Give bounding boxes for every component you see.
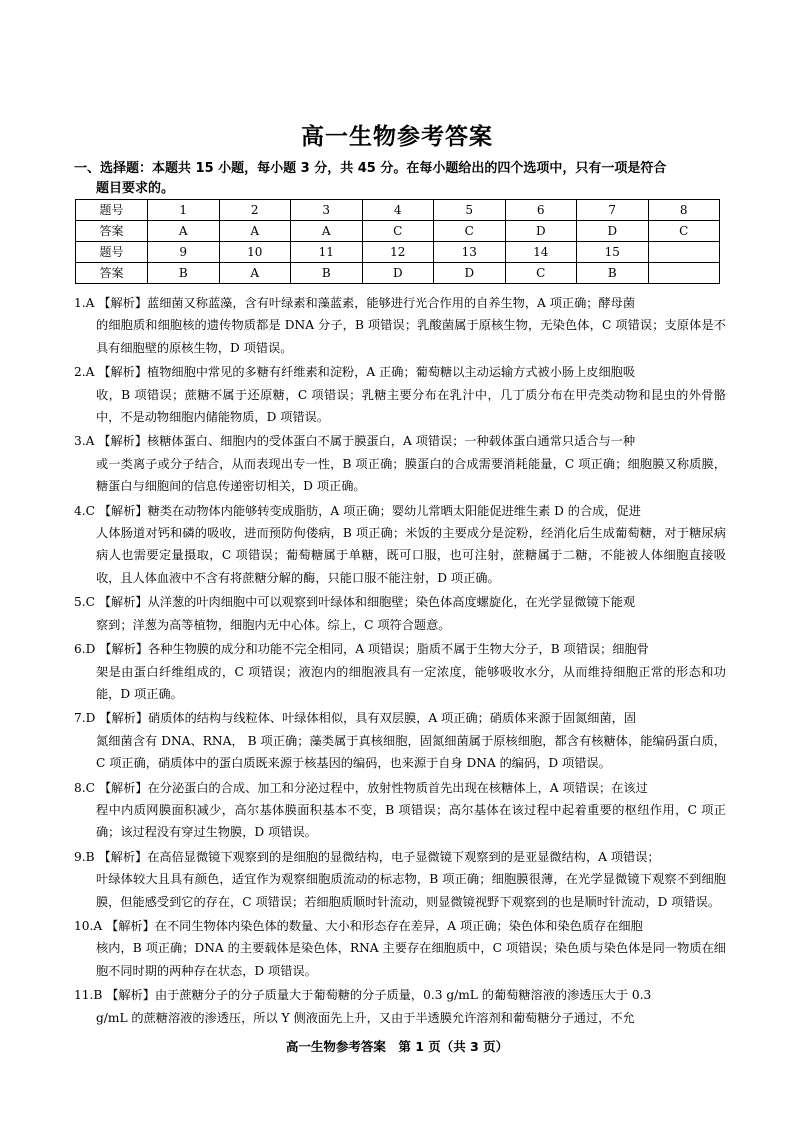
answer-table-cell: 8 [648, 200, 720, 221]
answer-table-cell: D [362, 263, 434, 284]
explanation-item [74, 915, 726, 982]
explanation-item [74, 500, 726, 590]
explanation-lead: 5.C 【解析】从洋葱的叶肉细胞中可以观察到叶绿体和细胞壁；染色体高度螺旋化，在光学显微镜下能观 [74, 595, 636, 610]
answer-table-cell: 3 [291, 200, 363, 221]
explanation-text: g/mL 的蔗糖溶液的渗透压，所以 Y 侧液面先上升，又由于半透膜允许溶剂和葡萄糖分子通过，不允 [96, 1010, 635, 1025]
explanation-text: 程中内质网膜面积减少，高尔基体膜面积基本不变，B 项错误；高尔基体在该过程中起着重要的枢纽作用，C 项正确；该过程没有穿过生物膜，D 项错误。 [96, 802, 726, 840]
answer-table-cell: 13 [434, 242, 506, 263]
explanation-item [74, 638, 726, 705]
answer-table-cell: C [434, 221, 506, 242]
explanation-text: 或一类离子或分子结合，从而表现出专一性，B 项正确；膜蛋白的合成需要消耗能量，C 项正确；细胞膜又称质膜，糖蛋白与细胞间的信息传递密切相关，D 项正确。 [96, 456, 726, 494]
answer-table-row [76, 200, 720, 221]
answer-table-row [76, 242, 720, 263]
explanation-text: 氮细菌含有 DNA、RNA， B 项正确；藻类属于真核细胞，固氮细菌属于原核细胞，都含有核糖体，能编码蛋白质，C 项正确，硝质体中的蛋白质既来源于核基因的编码，也来源于自身 DNA 的编码，D 项错误。 [96, 733, 726, 771]
answer-table-cell: B [148, 263, 220, 284]
explanation-lead: 11.B 【解析】由于蔗糖分子的分子质量大于葡萄糖的分子质量，0.3 g/mL 的葡萄糖溶液的渗透压大于 0.3 [74, 988, 652, 1003]
page-title: 高一生物参考答案 [301, 124, 493, 150]
explanation-item [74, 707, 726, 774]
explanation-lead: 2.A 【解析】植物细胞中常见的多糖有纤维素和淀粉，A 正确；葡萄糖以主动运输方式被小肠上皮细胞吸 [74, 365, 636, 380]
section-heading [74, 159, 724, 199]
explanation-lead: 7.D 【解析】硝质体的结构与线粒体、叶绿体相似，具有双层膜，A 项正确；硝质体来源于固氮细菌，固 [74, 711, 637, 726]
answer-table-cell: 11 [291, 242, 363, 263]
explanation-text: 架是由蛋白纤维组成的，C 项错误；液泡内的细胞液具有一定浓度，能够吸收水分，从而维持细胞正常的形态和功能，D 项正确。 [96, 664, 726, 701]
answer-table-cell: D [434, 263, 506, 284]
answer-table-cell: A [148, 221, 220, 242]
answer-table-cell: D [505, 221, 577, 242]
explanation-lead: 4.C 【解析】糖类在动物体内能够转变成脂肪，A 项正确；婴幼儿常晒太阳能促进维生素 D 的合成，促进 [74, 503, 641, 518]
explanation-item [74, 846, 726, 913]
explanation-text: 人体肠道对钙和磷的吸收，进而预防佝偻病，B 项正确；米饭的主要成分是淀粉，经消化后生成葡萄糖，对于糖尿病病人也需要定量摄取，C 项错误；葡萄糖属于单糖，既可口服，也可注射，蔗糖属于二糖，不能被人体细胞直接吸收，且人体血液中不含有将蔗糖分解的酶，只能口服不能注射，D 项正确。 [96, 526, 726, 585]
explanation-text: 核内，B 项正确；DNA 的主要载体是染色体，RNA 主要存在细胞质中，C 项错误；染色质与染色体是同一物质在细胞不同时期的两种存在状态，D 项错误。 [96, 941, 726, 978]
answer-table-cell [648, 242, 720, 263]
answer-table-cell [648, 263, 720, 284]
explanation-lead: 10.A 【解析】在不同生物体内染色体的数量、大小和形态存在差异，A 项正确；染色体和染色质存在细胞 [74, 918, 643, 933]
answer-table-cell: 7 [577, 200, 649, 221]
answer-table-cell: C [648, 221, 720, 242]
answer-table-row-header: 题号 [76, 242, 148, 263]
answer-table-cell: 2 [219, 200, 291, 221]
explanation-lead: 3.A 【解析】核糖体蛋白、细胞内的受体蛋白不属于膜蛋白，A 项错误；一种载体蛋白通常只适合与一种 [74, 434, 636, 449]
answer-table-cell: 10 [219, 242, 291, 263]
answer-table-cell: 1 [148, 200, 220, 221]
answer-table-cell: 4 [362, 200, 434, 221]
explanation-text: 叶绿体较大且具有颜色，适宜作为观察细胞质流动的标志物，B 项正确；细胞膜很薄，在光学显微镜下观察不到细胞膜，但能感受到它的存在，C 项错误；若细胞质顺时针流动，则显微镜视野下观察到的也是顺时针流动，D 项错误。 [96, 872, 726, 909]
explanation-list [74, 292, 726, 1031]
explanation-lead: 1.A 【解析】蓝细菌又称蓝藻，含有叶绿素和藻蓝素，能够进行光合作用的自养生物，A 项正确；酵母菌 [74, 296, 636, 310]
explanation-lead: 9.B 【解析】在高倍显微镜下观察到的是细胞的显微结构，电子显微镜下观察到的是亚显微结构，A 项错误； [74, 849, 660, 864]
explanation-text: 的细胞质和细胞核的遗传物质都是 DNA 分子，B 项错误；乳酸菌属于原核生物，无染色体，C 项错误；支原体是不具有细胞壁的原核生物，D 项错误。 [96, 318, 726, 355]
answer-table-cell: 5 [434, 200, 506, 221]
explanation-item [74, 984, 726, 1029]
answer-table-cell: B [577, 263, 649, 284]
answer-table-cell: 14 [505, 242, 577, 263]
answer-table-cell: A [219, 263, 291, 284]
explanation-text: 收，B 项错误；蔗糖不属于还原糖，C 项错误；乳糖主要分布在乳汁中，几丁质分布在甲壳类动物和昆虫的外骨骼中，不是动物细胞内储能物质，D 项错误。 [96, 387, 726, 425]
explanation-lead: 8.C 【解析】在分泌蛋白的合成、加工和分泌过程中，放射性物质首先出现在核糖体上，A 项错误；在该过 [74, 780, 648, 795]
explanation-item [74, 777, 726, 844]
answer-table-cell: 6 [505, 200, 577, 221]
explanation-item [74, 430, 726, 497]
answer-table [75, 199, 720, 284]
answer-table-cell: 12 [362, 242, 434, 263]
answer-table-cell: 9 [148, 242, 220, 263]
answer-table-row [76, 263, 720, 284]
answer-table-cell: A [219, 221, 291, 242]
answer-table-cell: C [362, 221, 434, 242]
answer-table-cell: 15 [577, 242, 649, 263]
answer-table-row [76, 221, 720, 242]
answer-table-cell: D [577, 221, 649, 242]
answer-table-cell: A [291, 221, 363, 242]
answer-table-row-header: 答案 [76, 221, 148, 242]
page-footer: 高一生物参考答案 第 1 页（共 3 页） [285, 1039, 509, 1054]
section-heading-line2: 题目要求的。 [96, 181, 175, 196]
section-heading-line1: 一、选择题：本题共 15 小题，每小题 3 分，共 45 分。在每小题给出的四个选项中，只有一项是符合 [74, 161, 667, 176]
explanation-text: 察到；洋葱为高等植物，细胞内无中心体。综上，C 项符合题意。 [96, 617, 451, 632]
answer-table-row-header: 答案 [76, 263, 148, 284]
explanation-lead: 6.D 【解析】各种生物膜的成分和功能不完全相同，A 项错误；脂质不属于生物大分子，B 项错误；细胞骨 [74, 642, 649, 657]
answer-table-row-header: 题号 [76, 200, 148, 221]
explanation-item [74, 292, 726, 359]
answer-table-cell: C [505, 263, 577, 284]
explanation-item [74, 591, 726, 636]
answer-table-cell: B [291, 263, 363, 284]
explanation-item [74, 361, 726, 428]
